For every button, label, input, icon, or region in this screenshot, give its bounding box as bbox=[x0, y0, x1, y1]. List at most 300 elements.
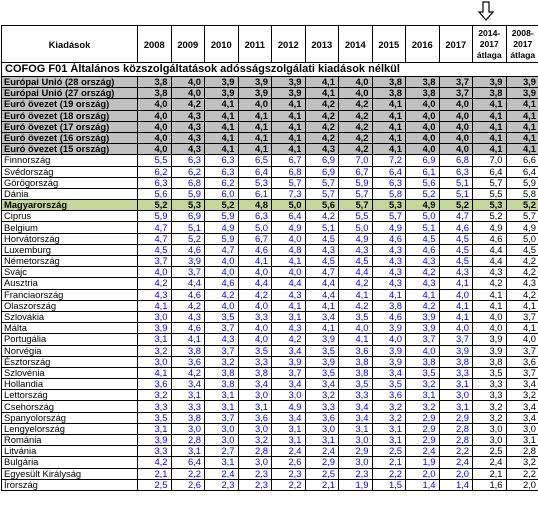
year-value-cell[interactable]: 3,2 bbox=[406, 379, 440, 390]
year-value-cell[interactable]: 6,3 bbox=[205, 166, 239, 177]
average-value-cell[interactable]: 4,2 bbox=[473, 278, 507, 289]
header-average-2008-2017[interactable] bbox=[506, 26, 538, 63]
year-value-cell[interactable]: 4,6 bbox=[372, 311, 406, 322]
year-value-cell[interactable]: 4,0 bbox=[439, 99, 473, 110]
year-value-cell[interactable]: 3,6 bbox=[138, 379, 172, 390]
year-value-cell[interactable]: 4,6 bbox=[171, 244, 205, 255]
average-value-cell[interactable]: 3,8 bbox=[473, 88, 507, 99]
year-value-cell[interactable]: 5,9 bbox=[339, 177, 373, 188]
year-value-cell[interactable]: 4,4 bbox=[305, 278, 339, 289]
year-value-cell[interactable]: 2,9 bbox=[406, 412, 440, 423]
average-value-cell[interactable]: 4,4 bbox=[473, 244, 507, 255]
year-value-cell[interactable]: 4,1 bbox=[272, 144, 306, 155]
year-value-cell[interactable]: 4,3 bbox=[439, 267, 473, 278]
year-value-cell[interactable]: 4,2 bbox=[339, 144, 373, 155]
year-value-cell[interactable]: 3,1 bbox=[205, 457, 239, 468]
year-value-cell[interactable]: 3,2 bbox=[138, 345, 172, 356]
year-value-cell[interactable]: 4,5 bbox=[439, 233, 473, 244]
average-value-cell[interactable]: 3,5 bbox=[473, 367, 507, 378]
year-value-cell[interactable]: 4,3 bbox=[205, 334, 239, 345]
year-value-cell[interactable]: 4,1 bbox=[205, 121, 239, 132]
year-value-cell[interactable]: 3,6 bbox=[305, 412, 339, 423]
year-value-cell[interactable]: 1,9 bbox=[406, 457, 440, 468]
year-value-cell[interactable]: 5,5 bbox=[339, 211, 373, 222]
year-value-cell[interactable]: 4,0 bbox=[406, 132, 440, 143]
year-value-cell[interactable]: 4,1 bbox=[439, 278, 473, 289]
year-value-cell[interactable]: 3,5 bbox=[406, 367, 440, 378]
year-value-cell[interactable]: 4,3 bbox=[406, 256, 440, 267]
year-value-cell[interactable]: 5,2 bbox=[406, 188, 440, 199]
year-value-cell[interactable]: 3,9 bbox=[372, 323, 406, 334]
year-value-cell[interactable]: 5,1 bbox=[439, 177, 473, 188]
average-value-cell[interactable]: 3,0 bbox=[473, 423, 507, 434]
year-value-cell[interactable]: 3,9 bbox=[205, 77, 239, 88]
year-value-cell[interactable]: 4,6 bbox=[372, 233, 406, 244]
year-value-cell[interactable]: 4,8 bbox=[238, 200, 272, 211]
row-label[interactable]: Írország bbox=[2, 479, 138, 490]
row-label[interactable]: Euró övezet (19 ország) bbox=[2, 99, 138, 110]
average-value-cell[interactable]: 4,1 bbox=[473, 132, 507, 143]
year-value-cell[interactable]: 3,2 bbox=[238, 435, 272, 446]
average-value-cell[interactable]: 3,7 bbox=[506, 345, 538, 356]
header-year[interactable]: 2014 bbox=[339, 26, 373, 63]
year-value-cell[interactable]: 4,0 bbox=[205, 256, 239, 267]
header-year[interactable]: 2009 bbox=[171, 26, 205, 63]
year-value-cell[interactable]: 3,5 bbox=[238, 345, 272, 356]
year-value-cell[interactable]: 2,3 bbox=[339, 468, 373, 479]
year-value-cell[interactable]: 6,8 bbox=[272, 166, 306, 177]
average-value-cell[interactable]: 3,2 bbox=[506, 457, 538, 468]
year-value-cell[interactable]: 4,1 bbox=[238, 132, 272, 143]
year-value-cell[interactable]: 5,5 bbox=[138, 155, 172, 166]
row-label[interactable]: Egyesült Királyság bbox=[2, 468, 138, 479]
year-value-cell[interactable]: 4,1 bbox=[305, 88, 339, 99]
year-value-cell[interactable]: 4,4 bbox=[305, 289, 339, 300]
average-value-cell[interactable]: 2,1 bbox=[473, 468, 507, 479]
row-label[interactable]: Európai Unió (27 ország) bbox=[2, 88, 138, 99]
year-value-cell[interactable]: 3,8 bbox=[406, 356, 440, 367]
year-value-cell[interactable]: 3,1 bbox=[406, 390, 440, 401]
year-value-cell[interactable]: 5,3 bbox=[372, 200, 406, 211]
year-value-cell[interactable]: 4,0 bbox=[171, 88, 205, 99]
year-value-cell[interactable]: 3,0 bbox=[138, 311, 172, 322]
year-value-cell[interactable]: 3,7 bbox=[138, 256, 172, 267]
row-label[interactable]: Magyarország bbox=[2, 200, 138, 211]
year-value-cell[interactable]: 4,7 bbox=[439, 211, 473, 222]
year-value-cell[interactable]: 4,3 bbox=[138, 289, 172, 300]
year-value-cell[interactable]: 3,0 bbox=[439, 390, 473, 401]
year-value-cell[interactable]: 4,7 bbox=[138, 233, 172, 244]
year-value-cell[interactable]: 2,8 bbox=[238, 446, 272, 457]
year-value-cell[interactable]: 4,2 bbox=[171, 367, 205, 378]
year-value-cell[interactable]: 2,9 bbox=[406, 435, 440, 446]
row-label[interactable]: Németország bbox=[2, 256, 138, 267]
year-value-cell[interactable]: 4,0 bbox=[339, 77, 373, 88]
average-value-cell[interactable]: 7,0 bbox=[473, 155, 507, 166]
year-value-cell[interactable]: 4,0 bbox=[439, 121, 473, 132]
year-value-cell[interactable]: 5,2 bbox=[171, 233, 205, 244]
year-value-cell[interactable]: 4,5 bbox=[138, 244, 172, 255]
year-value-cell[interactable]: 5,2 bbox=[138, 200, 172, 211]
average-value-cell[interactable]: 3,2 bbox=[473, 401, 507, 412]
average-value-cell[interactable]: 5,0 bbox=[506, 233, 538, 244]
year-value-cell[interactable]: 3,8 bbox=[138, 88, 172, 99]
average-value-cell[interactable]: 4,1 bbox=[506, 121, 538, 132]
year-value-cell[interactable]: 2,1 bbox=[138, 468, 172, 479]
year-value-cell[interactable]: 3,4 bbox=[171, 379, 205, 390]
year-value-cell[interactable]: 5,1 bbox=[305, 222, 339, 233]
year-value-cell[interactable]: 4,0 bbox=[205, 267, 239, 278]
year-value-cell[interactable]: 5,6 bbox=[305, 200, 339, 211]
row-label[interactable]: Finnország bbox=[2, 155, 138, 166]
year-value-cell[interactable]: 5,0 bbox=[272, 200, 306, 211]
year-value-cell[interactable]: 3,1 bbox=[171, 446, 205, 457]
average-value-cell[interactable]: 4,1 bbox=[506, 144, 538, 155]
year-value-cell[interactable]: 4,1 bbox=[272, 110, 306, 121]
year-value-cell[interactable]: 4,1 bbox=[238, 110, 272, 121]
year-value-cell[interactable]: 3,5 bbox=[138, 412, 172, 423]
year-value-cell[interactable]: 4,1 bbox=[439, 311, 473, 322]
year-value-cell[interactable]: 3,8 bbox=[339, 356, 373, 367]
row-label[interactable]: Svájc bbox=[2, 267, 138, 278]
header-year[interactable]: 2010 bbox=[205, 26, 239, 63]
row-label[interactable]: Lengyelország bbox=[2, 423, 138, 434]
average-value-cell[interactable]: 4,0 bbox=[506, 334, 538, 345]
year-value-cell[interactable]: 4,1 bbox=[205, 144, 239, 155]
year-value-cell[interactable]: 4,6 bbox=[171, 289, 205, 300]
year-value-cell[interactable]: 2,2 bbox=[272, 479, 306, 490]
average-value-cell[interactable]: 3,4 bbox=[506, 401, 538, 412]
year-value-cell[interactable]: 3,0 bbox=[238, 457, 272, 468]
average-value-cell[interactable]: 2,8 bbox=[506, 446, 538, 457]
header-year[interactable]: 2016 bbox=[406, 26, 440, 63]
row-label[interactable]: Litvánia bbox=[2, 446, 138, 457]
row-label[interactable]: Hollandia bbox=[2, 379, 138, 390]
year-value-cell[interactable]: 4,9 bbox=[372, 222, 406, 233]
year-value-cell[interactable]: 5,6 bbox=[406, 177, 440, 188]
average-value-cell[interactable]: 3,9 bbox=[506, 77, 538, 88]
year-value-cell[interactable]: 3,4 bbox=[238, 379, 272, 390]
row-label[interactable]: Norvégia bbox=[2, 345, 138, 356]
year-value-cell[interactable]: 4,5 bbox=[439, 244, 473, 255]
year-value-cell[interactable]: 4,1 bbox=[205, 110, 239, 121]
average-value-cell[interactable]: 4,2 bbox=[506, 289, 538, 300]
year-value-cell[interactable]: 3,3 bbox=[238, 356, 272, 367]
year-value-cell[interactable]: 4,1 bbox=[272, 99, 306, 110]
row-label[interactable]: Belgium bbox=[2, 222, 138, 233]
year-value-cell[interactable]: 4,1 bbox=[171, 334, 205, 345]
average-value-cell[interactable]: 3,9 bbox=[473, 345, 507, 356]
average-value-cell[interactable]: 5,2 bbox=[473, 211, 507, 222]
average-value-cell[interactable]: 4,1 bbox=[506, 132, 538, 143]
average-value-cell[interactable]: 3,2 bbox=[506, 390, 538, 401]
year-value-cell[interactable]: 3,6 bbox=[372, 390, 406, 401]
year-value-cell[interactable]: 4,1 bbox=[305, 77, 339, 88]
year-value-cell[interactable]: 4,1 bbox=[205, 132, 239, 143]
year-value-cell[interactable]: 5,9 bbox=[205, 211, 239, 222]
year-value-cell[interactable]: 3,7 bbox=[272, 367, 306, 378]
year-value-cell[interactable]: 4,1 bbox=[305, 323, 339, 334]
header-year[interactable]: 2011 bbox=[238, 26, 272, 63]
year-value-cell[interactable]: 4,1 bbox=[372, 121, 406, 132]
year-value-cell[interactable]: 3,9 bbox=[171, 256, 205, 267]
year-value-cell[interactable]: 4,0 bbox=[171, 77, 205, 88]
year-value-cell[interactable]: 2,6 bbox=[272, 457, 306, 468]
average-value-cell[interactable]: 3,3 bbox=[473, 390, 507, 401]
row-label[interactable]: Euró övezet (17 ország) bbox=[2, 121, 138, 132]
year-value-cell[interactable]: 4,0 bbox=[406, 345, 440, 356]
average-value-cell[interactable]: 4,1 bbox=[506, 99, 538, 110]
year-value-cell[interactable]: 3,9 bbox=[406, 323, 440, 334]
year-value-cell[interactable]: 4,4 bbox=[339, 267, 373, 278]
year-value-cell[interactable]: 3,7 bbox=[406, 334, 440, 345]
year-value-cell[interactable]: 5,7 bbox=[305, 188, 339, 199]
average-value-cell[interactable]: 4,6 bbox=[473, 233, 507, 244]
row-label[interactable]: Görögország bbox=[2, 177, 138, 188]
year-value-cell[interactable]: 6,4 bbox=[372, 166, 406, 177]
year-value-cell[interactable]: 4,3 bbox=[272, 323, 306, 334]
average-value-cell[interactable]: 3,7 bbox=[506, 367, 538, 378]
year-value-cell[interactable]: 3,9 bbox=[238, 88, 272, 99]
year-value-cell[interactable]: 6,5 bbox=[238, 155, 272, 166]
year-value-cell[interactable]: 6,3 bbox=[138, 177, 172, 188]
year-value-cell[interactable]: 4,3 bbox=[171, 132, 205, 143]
year-value-cell[interactable]: 4,3 bbox=[171, 311, 205, 322]
year-value-cell[interactable]: 3,8 bbox=[372, 88, 406, 99]
year-value-cell[interactable]: 4,2 bbox=[138, 457, 172, 468]
year-value-cell[interactable]: 3,8 bbox=[205, 367, 239, 378]
year-value-cell[interactable]: 3,9 bbox=[305, 334, 339, 345]
average-value-cell[interactable]: 4,9 bbox=[473, 222, 507, 233]
year-value-cell[interactable]: 1,5 bbox=[372, 479, 406, 490]
year-value-cell[interactable]: 2,7 bbox=[205, 446, 239, 457]
year-value-cell[interactable]: 4,3 bbox=[372, 267, 406, 278]
average-value-cell[interactable]: 1,6 bbox=[473, 479, 507, 490]
year-value-cell[interactable]: 4,1 bbox=[339, 289, 373, 300]
year-value-cell[interactable]: 4,0 bbox=[272, 233, 306, 244]
year-value-cell[interactable]: 3,5 bbox=[305, 367, 339, 378]
year-value-cell[interactable]: 4,2 bbox=[171, 300, 205, 311]
year-value-cell[interactable]: 4,1 bbox=[205, 99, 239, 110]
year-value-cell[interactable]: 2,8 bbox=[171, 435, 205, 446]
year-value-cell[interactable]: 3,1 bbox=[439, 401, 473, 412]
year-value-cell[interactable]: 3,9 bbox=[439, 345, 473, 356]
average-value-cell[interactable]: 3,9 bbox=[473, 77, 507, 88]
average-value-cell[interactable]: 4,1 bbox=[473, 99, 507, 110]
year-value-cell[interactable]: 4,6 bbox=[171, 323, 205, 334]
year-value-cell[interactable]: 4,7 bbox=[305, 267, 339, 278]
year-value-cell[interactable]: 5,1 bbox=[406, 222, 440, 233]
year-value-cell[interactable]: 4,0 bbox=[138, 121, 172, 132]
year-value-cell[interactable]: 4,9 bbox=[205, 222, 239, 233]
average-value-cell[interactable]: 4,0 bbox=[473, 323, 507, 334]
year-value-cell[interactable]: 2,5 bbox=[372, 446, 406, 457]
year-value-cell[interactable]: 7,3 bbox=[272, 188, 306, 199]
year-value-cell[interactable]: 4,2 bbox=[339, 110, 373, 121]
year-value-cell[interactable]: 3,5 bbox=[339, 379, 373, 390]
year-value-cell[interactable]: 6,9 bbox=[171, 211, 205, 222]
year-value-cell[interactable]: 5,9 bbox=[171, 188, 205, 199]
year-value-cell[interactable]: 3,2 bbox=[372, 412, 406, 423]
year-value-cell[interactable]: 4,1 bbox=[238, 144, 272, 155]
year-value-cell[interactable]: 2,6 bbox=[171, 479, 205, 490]
year-value-cell[interactable]: 4,1 bbox=[372, 110, 406, 121]
year-value-cell[interactable]: 4,0 bbox=[138, 132, 172, 143]
year-value-cell[interactable]: 4,1 bbox=[305, 300, 339, 311]
year-value-cell[interactable]: 4,5 bbox=[439, 256, 473, 267]
row-label[interactable]: Portugália bbox=[2, 334, 138, 345]
year-value-cell[interactable]: 6,8 bbox=[439, 155, 473, 166]
year-value-cell[interactable]: 3,8 bbox=[205, 379, 239, 390]
year-value-cell[interactable]: 4,2 bbox=[305, 121, 339, 132]
year-value-cell[interactable]: 3,8 bbox=[238, 367, 272, 378]
year-value-cell[interactable]: 2,3 bbox=[238, 479, 272, 490]
year-value-cell[interactable]: 3,4 bbox=[339, 412, 373, 423]
year-value-cell[interactable]: 4,6 bbox=[439, 222, 473, 233]
year-value-cell[interactable]: 4,0 bbox=[138, 267, 172, 278]
year-value-cell[interactable]: 4,6 bbox=[406, 244, 440, 255]
year-value-cell[interactable]: 3,3 bbox=[171, 401, 205, 412]
year-value-cell[interactable]: 3,1 bbox=[439, 379, 473, 390]
year-value-cell[interactable]: 6,7 bbox=[272, 155, 306, 166]
year-value-cell[interactable]: 3,1 bbox=[372, 423, 406, 434]
year-value-cell[interactable]: 6,3 bbox=[439, 166, 473, 177]
row-label[interactable]: Luxemburg bbox=[2, 244, 138, 255]
year-value-cell[interactable]: 4,8 bbox=[272, 244, 306, 255]
row-label[interactable]: Euró övezet (18 ország) bbox=[2, 110, 138, 121]
year-value-cell[interactable]: 5,7 bbox=[339, 188, 373, 199]
year-value-cell[interactable]: 2,1 bbox=[372, 457, 406, 468]
header-year[interactable]: 2012 bbox=[272, 26, 306, 63]
year-value-cell[interactable]: 6,1 bbox=[238, 188, 272, 199]
table-title[interactable]: COFOG F01 Általános közszolgáltatások adósságszolgálati kiadások nélkül bbox=[2, 63, 538, 77]
year-value-cell[interactable]: 1,9 bbox=[339, 479, 373, 490]
row-label[interactable]: Horvátország bbox=[2, 233, 138, 244]
average-value-cell[interactable]: 3,4 bbox=[506, 412, 538, 423]
year-value-cell[interactable]: 2,9 bbox=[406, 423, 440, 434]
year-value-cell[interactable]: 3,1 bbox=[171, 390, 205, 401]
average-value-cell[interactable]: 4,2 bbox=[506, 256, 538, 267]
year-value-cell[interactable]: 4,2 bbox=[138, 278, 172, 289]
year-value-cell[interactable]: 3,0 bbox=[339, 457, 373, 468]
year-value-cell[interactable]: 2,3 bbox=[205, 479, 239, 490]
year-value-cell[interactable]: 5,0 bbox=[238, 222, 272, 233]
average-value-cell[interactable]: 2,0 bbox=[506, 479, 538, 490]
year-value-cell[interactable]: 4,6 bbox=[205, 278, 239, 289]
year-value-cell[interactable]: 4,0 bbox=[138, 99, 172, 110]
year-value-cell[interactable]: 3,9 bbox=[272, 88, 306, 99]
year-value-cell[interactable]: 2,3 bbox=[272, 468, 306, 479]
year-value-cell[interactable]: 4,5 bbox=[305, 233, 339, 244]
year-value-cell[interactable]: 6,3 bbox=[238, 211, 272, 222]
year-value-cell[interactable]: 3,9 bbox=[238, 77, 272, 88]
year-value-cell[interactable]: 4,0 bbox=[205, 300, 239, 311]
average-value-cell[interactable]: 4,0 bbox=[473, 311, 507, 322]
year-value-cell[interactable]: 2,0 bbox=[406, 468, 440, 479]
year-value-cell[interactable]: 3,0 bbox=[205, 435, 239, 446]
year-value-cell[interactable]: 4,3 bbox=[305, 144, 339, 155]
year-value-cell[interactable]: 2,8 bbox=[439, 423, 473, 434]
average-value-cell[interactable]: 5,3 bbox=[473, 200, 507, 211]
average-value-cell[interactable]: 4,3 bbox=[506, 278, 538, 289]
year-value-cell[interactable]: 2,9 bbox=[339, 446, 373, 457]
year-value-cell[interactable]: 2,5 bbox=[138, 479, 172, 490]
year-value-cell[interactable]: 6,3 bbox=[171, 155, 205, 166]
row-label[interactable]: Csehország bbox=[2, 401, 138, 412]
year-value-cell[interactable]: 4,3 bbox=[372, 244, 406, 255]
year-value-cell[interactable]: 3,9 bbox=[372, 345, 406, 356]
year-value-cell[interactable]: 2,2 bbox=[439, 446, 473, 457]
year-value-cell[interactable]: 3,1 bbox=[339, 423, 373, 434]
header-year[interactable]: 2015 bbox=[372, 26, 406, 63]
year-value-cell[interactable]: 3,8 bbox=[171, 412, 205, 423]
year-value-cell[interactable]: 3,8 bbox=[138, 77, 172, 88]
year-value-cell[interactable]: 4,1 bbox=[138, 367, 172, 378]
year-value-cell[interactable]: 6,7 bbox=[339, 166, 373, 177]
header-label[interactable]: Kiadások bbox=[2, 26, 138, 63]
average-value-cell[interactable]: 4,1 bbox=[473, 110, 507, 121]
year-value-cell[interactable]: 3,4 bbox=[305, 311, 339, 322]
year-value-cell[interactable]: 4,2 bbox=[339, 121, 373, 132]
year-value-cell[interactable]: 4,0 bbox=[439, 289, 473, 300]
year-value-cell[interactable]: 4,0 bbox=[238, 334, 272, 345]
year-value-cell[interactable]: 5,8 bbox=[372, 188, 406, 199]
row-label[interactable]: Lettország bbox=[2, 390, 138, 401]
row-label[interactable]: Európai Unió (28 ország) bbox=[2, 77, 138, 88]
average-value-cell[interactable]: 3,8 bbox=[473, 356, 507, 367]
year-value-cell[interactable]: 3,8 bbox=[339, 367, 373, 378]
year-value-cell[interactable]: 5,0 bbox=[406, 211, 440, 222]
year-value-cell[interactable]: 5,2 bbox=[439, 200, 473, 211]
average-value-cell[interactable]: 5,8 bbox=[506, 188, 538, 199]
year-value-cell[interactable]: 3,9 bbox=[205, 88, 239, 99]
year-value-cell[interactable]: 3,9 bbox=[272, 77, 306, 88]
year-value-cell[interactable]: 3,4 bbox=[372, 367, 406, 378]
year-value-cell[interactable]: 6,2 bbox=[205, 177, 239, 188]
year-value-cell[interactable]: 6,9 bbox=[305, 155, 339, 166]
year-value-cell[interactable]: 4,0 bbox=[406, 121, 440, 132]
year-value-cell[interactable]: 4,0 bbox=[272, 267, 306, 278]
year-value-cell[interactable]: 5,3 bbox=[238, 177, 272, 188]
year-value-cell[interactable]: 3,0 bbox=[171, 423, 205, 434]
average-value-cell[interactable]: 4,1 bbox=[473, 289, 507, 300]
year-value-cell[interactable]: 4,3 bbox=[171, 110, 205, 121]
year-value-cell[interactable]: 3,8 bbox=[171, 345, 205, 356]
year-value-cell[interactable]: 3,4 bbox=[272, 412, 306, 423]
year-value-cell[interactable]: 4,4 bbox=[238, 278, 272, 289]
average-value-cell[interactable]: 5,5 bbox=[473, 188, 507, 199]
year-value-cell[interactable]: 4,4 bbox=[272, 278, 306, 289]
year-value-cell[interactable]: 3,0 bbox=[272, 390, 306, 401]
header-year[interactable]: 2017 bbox=[439, 26, 473, 63]
year-value-cell[interactable]: 2,4 bbox=[272, 446, 306, 457]
year-value-cell[interactable]: 6,9 bbox=[305, 166, 339, 177]
year-value-cell[interactable]: 3,4 bbox=[272, 379, 306, 390]
year-value-cell[interactable]: 4,5 bbox=[339, 256, 373, 267]
year-value-cell[interactable]: 3,2 bbox=[406, 401, 440, 412]
year-value-cell[interactable]: 4,7 bbox=[138, 222, 172, 233]
year-value-cell[interactable]: 4,1 bbox=[372, 132, 406, 143]
year-value-cell[interactable]: 4,3 bbox=[171, 121, 205, 132]
year-value-cell[interactable]: 1,4 bbox=[406, 479, 440, 490]
year-value-cell[interactable]: 3,3 bbox=[138, 401, 172, 412]
average-value-cell[interactable]: 5,9 bbox=[506, 177, 538, 188]
year-value-cell[interactable]: 2,2 bbox=[171, 468, 205, 479]
year-value-cell[interactable]: 2,5 bbox=[305, 468, 339, 479]
year-value-cell[interactable]: 2,8 bbox=[439, 435, 473, 446]
year-value-cell[interactable]: 3,0 bbox=[138, 356, 172, 367]
year-value-cell[interactable]: 3,4 bbox=[305, 379, 339, 390]
